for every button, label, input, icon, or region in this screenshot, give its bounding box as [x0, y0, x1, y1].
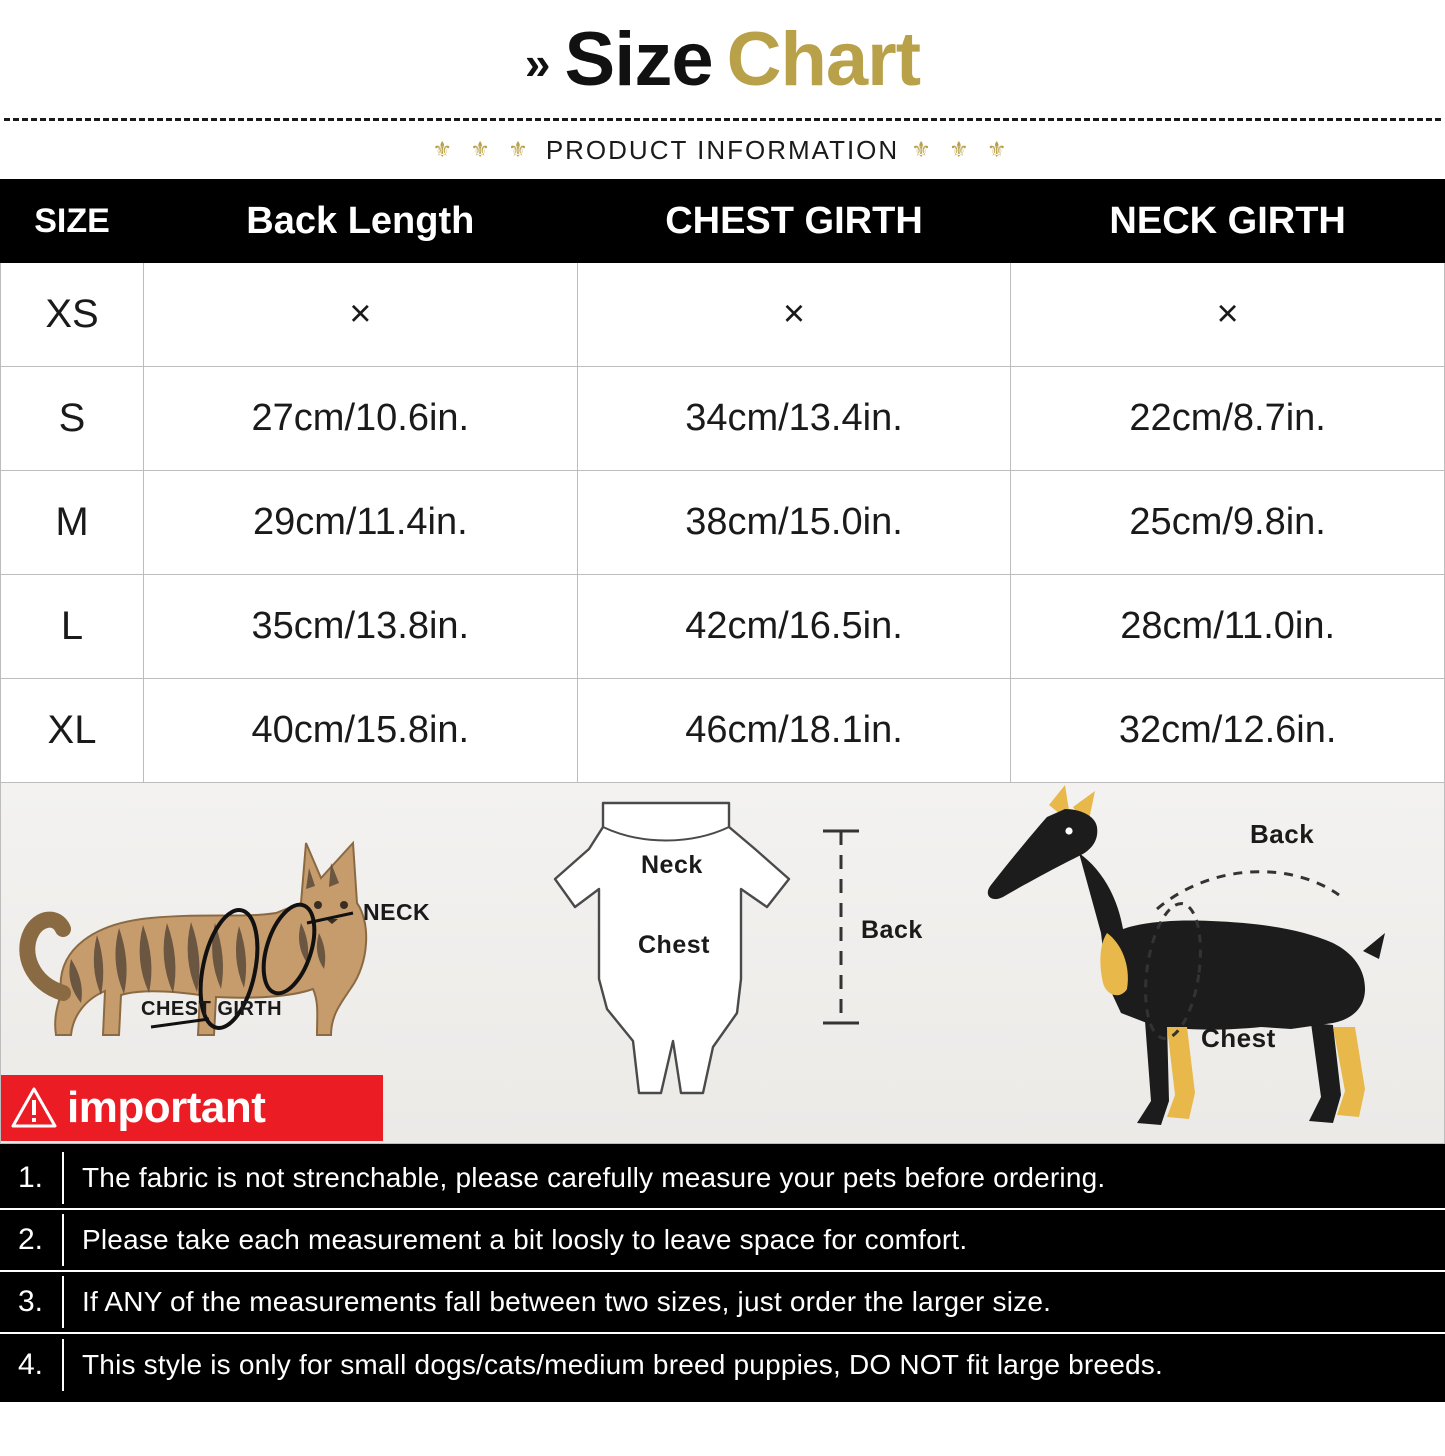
cell-size: XL — [1, 679, 144, 783]
title-main-text: Size — [564, 16, 713, 102]
measurement-illustrations — [0, 783, 1445, 1144]
cell-chest-girth: 46cm/18.1in. — [577, 679, 1011, 783]
cell-size: S — [1, 367, 144, 471]
dog-chest-label: Chest — [1201, 1023, 1276, 1053]
list-item — [0, 1272, 1445, 1334]
note-text: The fabric is not strenchable, please carefully measure your pets before ordering. — [82, 1162, 1106, 1193]
cat-neck-label: NECK — [363, 899, 431, 925]
cell-neck-girth: 32cm/12.6in. — [1011, 679, 1445, 783]
note-number: 2. — [18, 1223, 44, 1256]
cell-chest-girth: 34cm/13.4in. — [577, 367, 1011, 471]
cell-back-length: 29cm/11.4in. — [144, 471, 578, 575]
list-item — [0, 1210, 1445, 1272]
warning-triangle-icon — [11, 1087, 57, 1129]
cat-chest-girth-label: CHEST GIRTH — [141, 998, 283, 1020]
double-chevron-icon: » — [524, 37, 551, 89]
fleur-de-lis-icon-left: ⚜ ⚜ ⚜ — [432, 137, 534, 162]
cell-back-length: 35cm/13.8in. — [144, 575, 578, 679]
column-header-back-length: Back Length — [144, 180, 578, 263]
table-row — [1, 471, 1445, 575]
table-row — [1, 679, 1445, 783]
cell-back-length: × — [144, 263, 578, 367]
cell-chest-girth: × — [577, 263, 1011, 367]
cell-neck-girth: 22cm/8.7in. — [1011, 367, 1445, 471]
title-accent-text: Chart — [726, 16, 921, 102]
note-text: Please take each measurement a bit loosly to leave space for comfort. — [82, 1224, 968, 1255]
table-row — [1, 263, 1445, 367]
list-item — [0, 1334, 1445, 1396]
back-length-bracket-icon — [811, 783, 891, 1143]
page-title — [0, 0, 1445, 118]
table-row — [1, 367, 1445, 471]
cell-neck-girth: 28cm/11.0in. — [1011, 575, 1445, 679]
cell-back-length: 27cm/10.6in. — [144, 367, 578, 471]
garment-chest-label: Chest — [638, 931, 710, 959]
note-number: 1. — [18, 1161, 44, 1194]
cell-chest-girth: 42cm/16.5in. — [577, 575, 1011, 679]
column-header-chest-girth: CHEST GIRTH — [577, 180, 1011, 263]
note-number: 4. — [18, 1348, 44, 1381]
subtitle-text: PRODUCT INFORMATION — [545, 134, 900, 165]
dog-illustration-icon — [961, 783, 1421, 1143]
important-label: important — [67, 1083, 266, 1132]
note-text: This style is only for small dogs/cats/medium breed puppies, DO NOT fit large breeds. — [82, 1349, 1163, 1380]
important-badge — [1, 1075, 383, 1141]
garment-neck-label: Neck — [641, 851, 703, 879]
column-header-size: SIZE — [1, 180, 144, 263]
note-text: If ANY of the measurements fall between two sizes, just order the larger size. — [82, 1286, 1052, 1317]
note-divider — [62, 1152, 64, 1204]
cell-neck-girth: 25cm/9.8in. — [1011, 471, 1445, 575]
note-number: 3. — [18, 1285, 44, 1318]
garment-back-label: Back — [861, 916, 923, 944]
list-item — [0, 1148, 1445, 1210]
important-notes-list — [0, 1144, 1445, 1402]
cell-back-length: 40cm/15.8in. — [144, 679, 578, 783]
subtitle — [0, 121, 1445, 179]
dog-back-label: Back — [1250, 819, 1315, 849]
size-table — [0, 179, 1445, 783]
cell-chest-girth: 38cm/15.0in. — [577, 471, 1011, 575]
column-header-neck-girth: NECK GIRTH — [1011, 180, 1445, 263]
note-divider — [62, 1339, 64, 1391]
fleur-de-lis-icon-right: ⚜ ⚜ ⚜ — [911, 137, 1013, 162]
table-row — [1, 575, 1445, 679]
table-header-row — [1, 180, 1445, 263]
cell-size: L — [1, 575, 144, 679]
note-divider — [62, 1276, 64, 1328]
cell-size: M — [1, 471, 144, 575]
cell-size: XS — [1, 263, 144, 367]
cell-neck-girth: × — [1011, 263, 1445, 367]
note-divider — [62, 1214, 64, 1266]
